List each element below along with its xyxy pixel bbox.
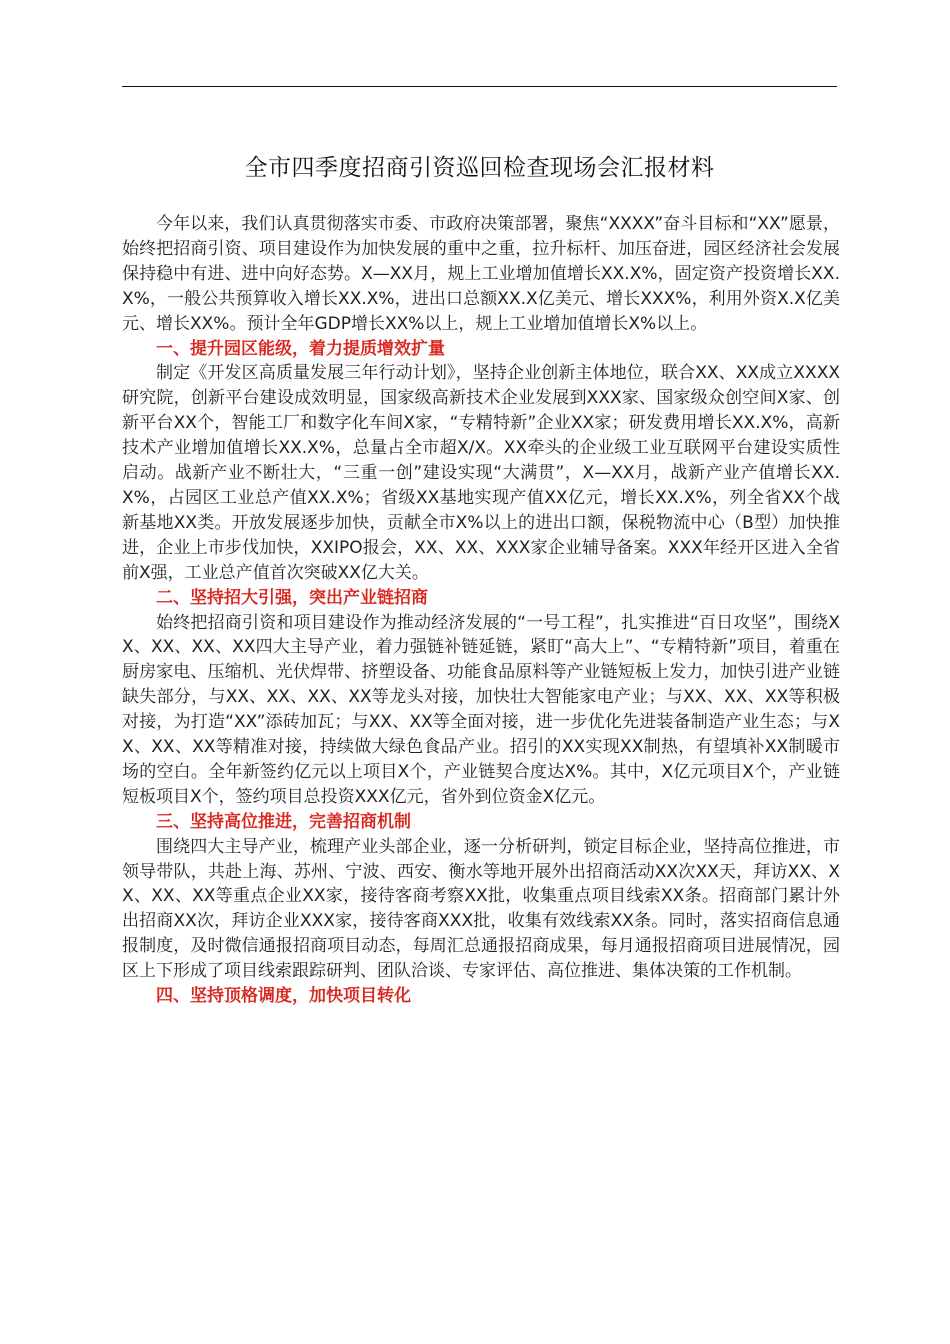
section-2-paragraph: 始终把招商引资和项目建设作为推动经济发展的“一号工程”，扎实推进“百日攻坚”，围绕XX、XX、XX、XX四大主导产业，着力强链补链延链，紧盯“高大上”、“专精特新”项目，着重在厨房家电、压缩机、光伏焊带、挤塑设备、功能食品原料等产业链短板上发力，加快引进产业链缺失部分，与XX、XX、XX、XX等龙头对接，加快壮大智能家电产业；与XX、XX、XX等积极对接，为打造“XX”添砖加瓦；与XX、XX等全面对接，进一步优化先进装备制造产业生态；与XX、XX、XX等精准对接，持续做大绿色食品产业。招引的XX实现XX制热，有望填补XX制暖市场的空白。全年新签约亿元以上项目X个，产业链契合度达X%。其中，X亿元项目X个，产业链短板项目X个，签约项目总投资XXX亿元，省外到位资金X亿元。 (122, 612, 840, 807)
document-title: 全市四季度招商引资巡回检查现场会汇报材料 (244, 155, 715, 181)
intro-paragraph: 今年以来，我们认真贯彻落实市委、市政府决策部署，聚焦“XXXX”奋斗目标和“XX”愿景，始终把招商引资、项目建设作为加快发展的重中之重，拉升标杆、加压奋进，园区经济社会发展保持稳中有进、进中向好态势。X—XX月，规上工业增加值增长XX.X%，固定资产投资增长XX.X%，一般公共预算收入增长XX.X%，进出口总额XX.X亿美元、增长XXX%，利用外资X.X亿美元、增长XX%。预计全年GDP增长XX%以上，规上工业增加值增长X%以上。 (122, 214, 840, 334)
section-1-heading: 一、提升园区能级，着力提质增效扩量 (156, 338, 445, 359)
section-3-heading: 三、坚持高位推进，完善招商机制 (156, 811, 411, 832)
section-2-heading: 二、坚持招大引强，突出产业链招商 (156, 587, 428, 608)
section-3-paragraph: 围绕四大主导产业，梳理产业头部企业，逐一分析研判，锁定目标企业，坚持高位推进，市领导带队，共赴上海、苏州、宁波、西安、衡水等地开展外出招商活动XX次XX天，拜访XX、XX、XX、XX等重点企业XX家，接待客商考察XX批，收集重点项目线索XX条。招商部门累计外出招商XX次，拜访企业XXX家，接待客商XXX批，收集有效线索XX条。同时，落实招商信息通报制度，及时微信通报招商项目动态，每周汇总通报招商成果，每月通报招商项目进展情况，园区上下形成了项目线索跟踪研判、团队洽谈、专家评估、高位推进、集体决策的工作机制。 (122, 836, 840, 982)
document-body (122, 212, 840, 1009)
section-1-paragraph: 制定《开发区高质量发展三年行动计划》，坚持企业创新主体地位，联合XX、XX成立XXXX研究院，创新平台建设成效明显，国家级高新技术企业发展到XXX家、国家级众创空间X家、创新平台XX个，智能工厂和数字化车间X家，“专精特新”企业XX家；研发费用增长XX.X%，高新技术产业增加值增长XX.X%，总量占全市超X/X。XX牵头的企业级工业互联网平台建设实质性启动。战新产业不断壮大，“三重一创”建设实现“大满贯”，X—XX月，战新产业产值增长XX.X%，占园区工业总产值XX.X%；省级XX基地实现产值XX亿元，增长XX.X%，列全省XX个战新基地XX类。开放发展逐步加快，贡献全市X%以上的进出口额，保税物流中心（B型）加快推进，企业上市步伐加快，XXIPO报会，XX、XX、XXX家企业辅导备案。XXX年经开区进入全省前X强，工业总产值首次突破XX亿大关。 (122, 363, 840, 583)
section-4-heading: 四、坚持顶格调度，加快项目转化 (156, 986, 411, 1007)
header-rule (122, 86, 837, 87)
